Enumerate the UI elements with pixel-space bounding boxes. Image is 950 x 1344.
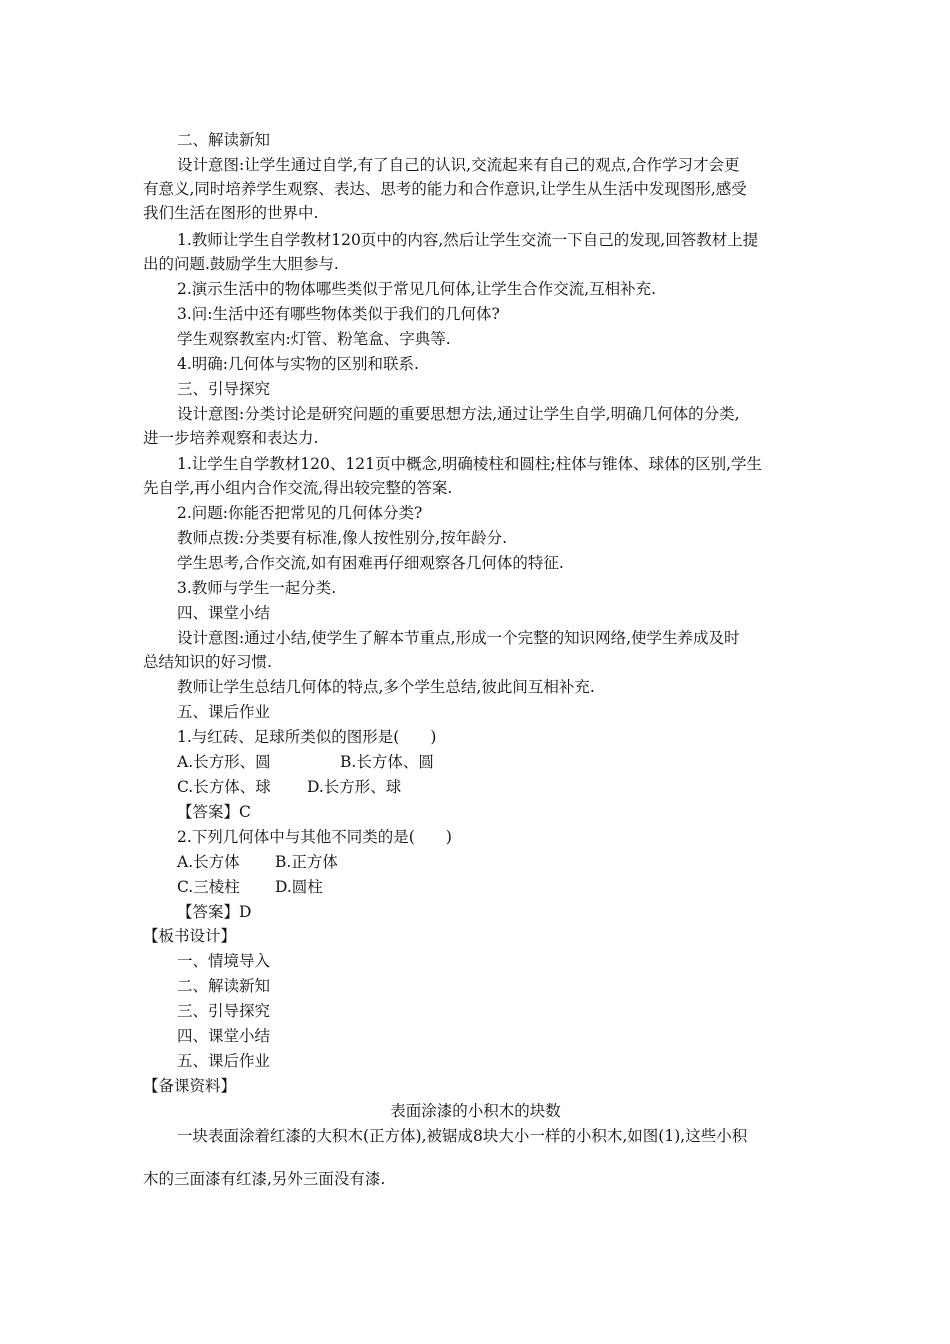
paragraph-line: 3.问:生活中还有哪些物体类似于我们的几何体? bbox=[177, 305, 500, 323]
option-d: D.圆柱 bbox=[275, 878, 323, 896]
section-heading-2: 二、解读新知 bbox=[177, 131, 271, 149]
section-heading-5: 五、课后作业 bbox=[177, 703, 271, 721]
design-intent-line: 我们生活在图形的世界中. bbox=[143, 204, 319, 222]
option-b: B.长方体、圆 bbox=[340, 753, 434, 771]
question-2: 2.下列几何体中与其他不同类的是( ) bbox=[177, 828, 452, 846]
answer-1: 【答案】C bbox=[177, 803, 251, 821]
paragraph-line: 1.让学生自学教材120、121页中概念,明确棱柱和圆柱;柱体与锥体、球体的区别,学生 bbox=[177, 455, 763, 473]
option-b: B.正方体 bbox=[275, 853, 338, 871]
paragraph-line: 木的三面漆有红漆,另外三面没有漆. bbox=[143, 1170, 386, 1188]
paragraph-line: 学生观察教室内:灯管、粉笔盒、字典等. bbox=[177, 330, 451, 348]
option-c: C.三棱柱 bbox=[177, 878, 240, 896]
answer-2: 【答案】D bbox=[177, 903, 252, 921]
paragraph-line: 学生思考,合作交流,如有困难再仔细观察各几何体的特征. bbox=[177, 554, 564, 572]
design-intent-line: 进一步培养观察和表达力. bbox=[143, 429, 319, 447]
section-heading-4: 四、课堂小结 bbox=[177, 604, 271, 622]
board-design-heading: 【板书设计】 bbox=[143, 927, 237, 945]
section-heading-3: 三、引导探究 bbox=[177, 380, 271, 398]
paragraph-line: 一块表面涂着红漆的大积木(正方体),被锯成8块大小一样的小积木,如图(1),这些小积 bbox=[177, 1127, 748, 1145]
question-1: 1.与红砖、足球所类似的图形是( ) bbox=[177, 728, 437, 746]
paragraph-line: 1.教师让学生自学教材120页中的内容,然后让学生交流一下自己的发现,回答教材上提 bbox=[177, 231, 759, 249]
option-a: A.长方体 bbox=[177, 853, 240, 871]
board-item: 四、课堂小结 bbox=[177, 1027, 271, 1045]
paragraph-line: 2.问题:你能否把常见的几何体分类? bbox=[177, 504, 423, 522]
paragraph-line: 教师点拨:分类要有标准,像人按性别分,按年龄分. bbox=[177, 529, 508, 547]
board-item: 五、课后作业 bbox=[177, 1052, 271, 1070]
option-c: C.长方体、球 bbox=[177, 778, 271, 796]
board-item: 三、引导探究 bbox=[177, 1002, 271, 1020]
option-a: A.长方形、圆 bbox=[177, 753, 271, 771]
design-intent-line: 总结知识的好习惯. bbox=[143, 653, 272, 671]
paragraph-line: 先自学,再小组内合作交流,得出较完整的答案. bbox=[143, 479, 453, 497]
board-item: 一、情境导入 bbox=[177, 952, 271, 970]
design-intent-line: 设计意图:分类讨论是研究问题的重要思想方法,通过让学生自学,明确几何体的分类, bbox=[177, 405, 740, 423]
paragraph-line: 3.教师与学生一起分类. bbox=[177, 579, 337, 597]
paragraph-line: 4.明确:几何体与实物的区别和联系. bbox=[177, 355, 419, 373]
design-intent-line: 设计意图:让学生通过自学,有了自己的认识,交流起来有自己的观点,合作学习才会更 bbox=[177, 156, 740, 174]
design-intent-line: 设计意图:通过小结,使学生了解本节重点,形成一个完整的知识网络,使学生养成及时 bbox=[177, 629, 740, 647]
paragraph-line: 2.演示生活中的物体哪些类似于常见几何体,让学生合作交流,互相补充. bbox=[177, 280, 657, 298]
resources-heading: 【备课资料】 bbox=[143, 1077, 237, 1095]
board-item: 二、解读新知 bbox=[177, 977, 271, 995]
option-d: D.长方形、球 bbox=[307, 778, 402, 796]
design-intent-line: 有意义,同时培养学生观察、表达、思考的能力和合作意识,让学生从生活中发现图形,感受 bbox=[143, 180, 747, 198]
resource-title: 表面涂漆的小积木的块数 bbox=[390, 1102, 561, 1120]
paragraph-line: 教师让学生总结几何体的特点,多个学生总结,彼此间互相补充. bbox=[177, 678, 595, 696]
paragraph-line: 出的问题.鼓励学生大胆参与. bbox=[143, 255, 339, 273]
